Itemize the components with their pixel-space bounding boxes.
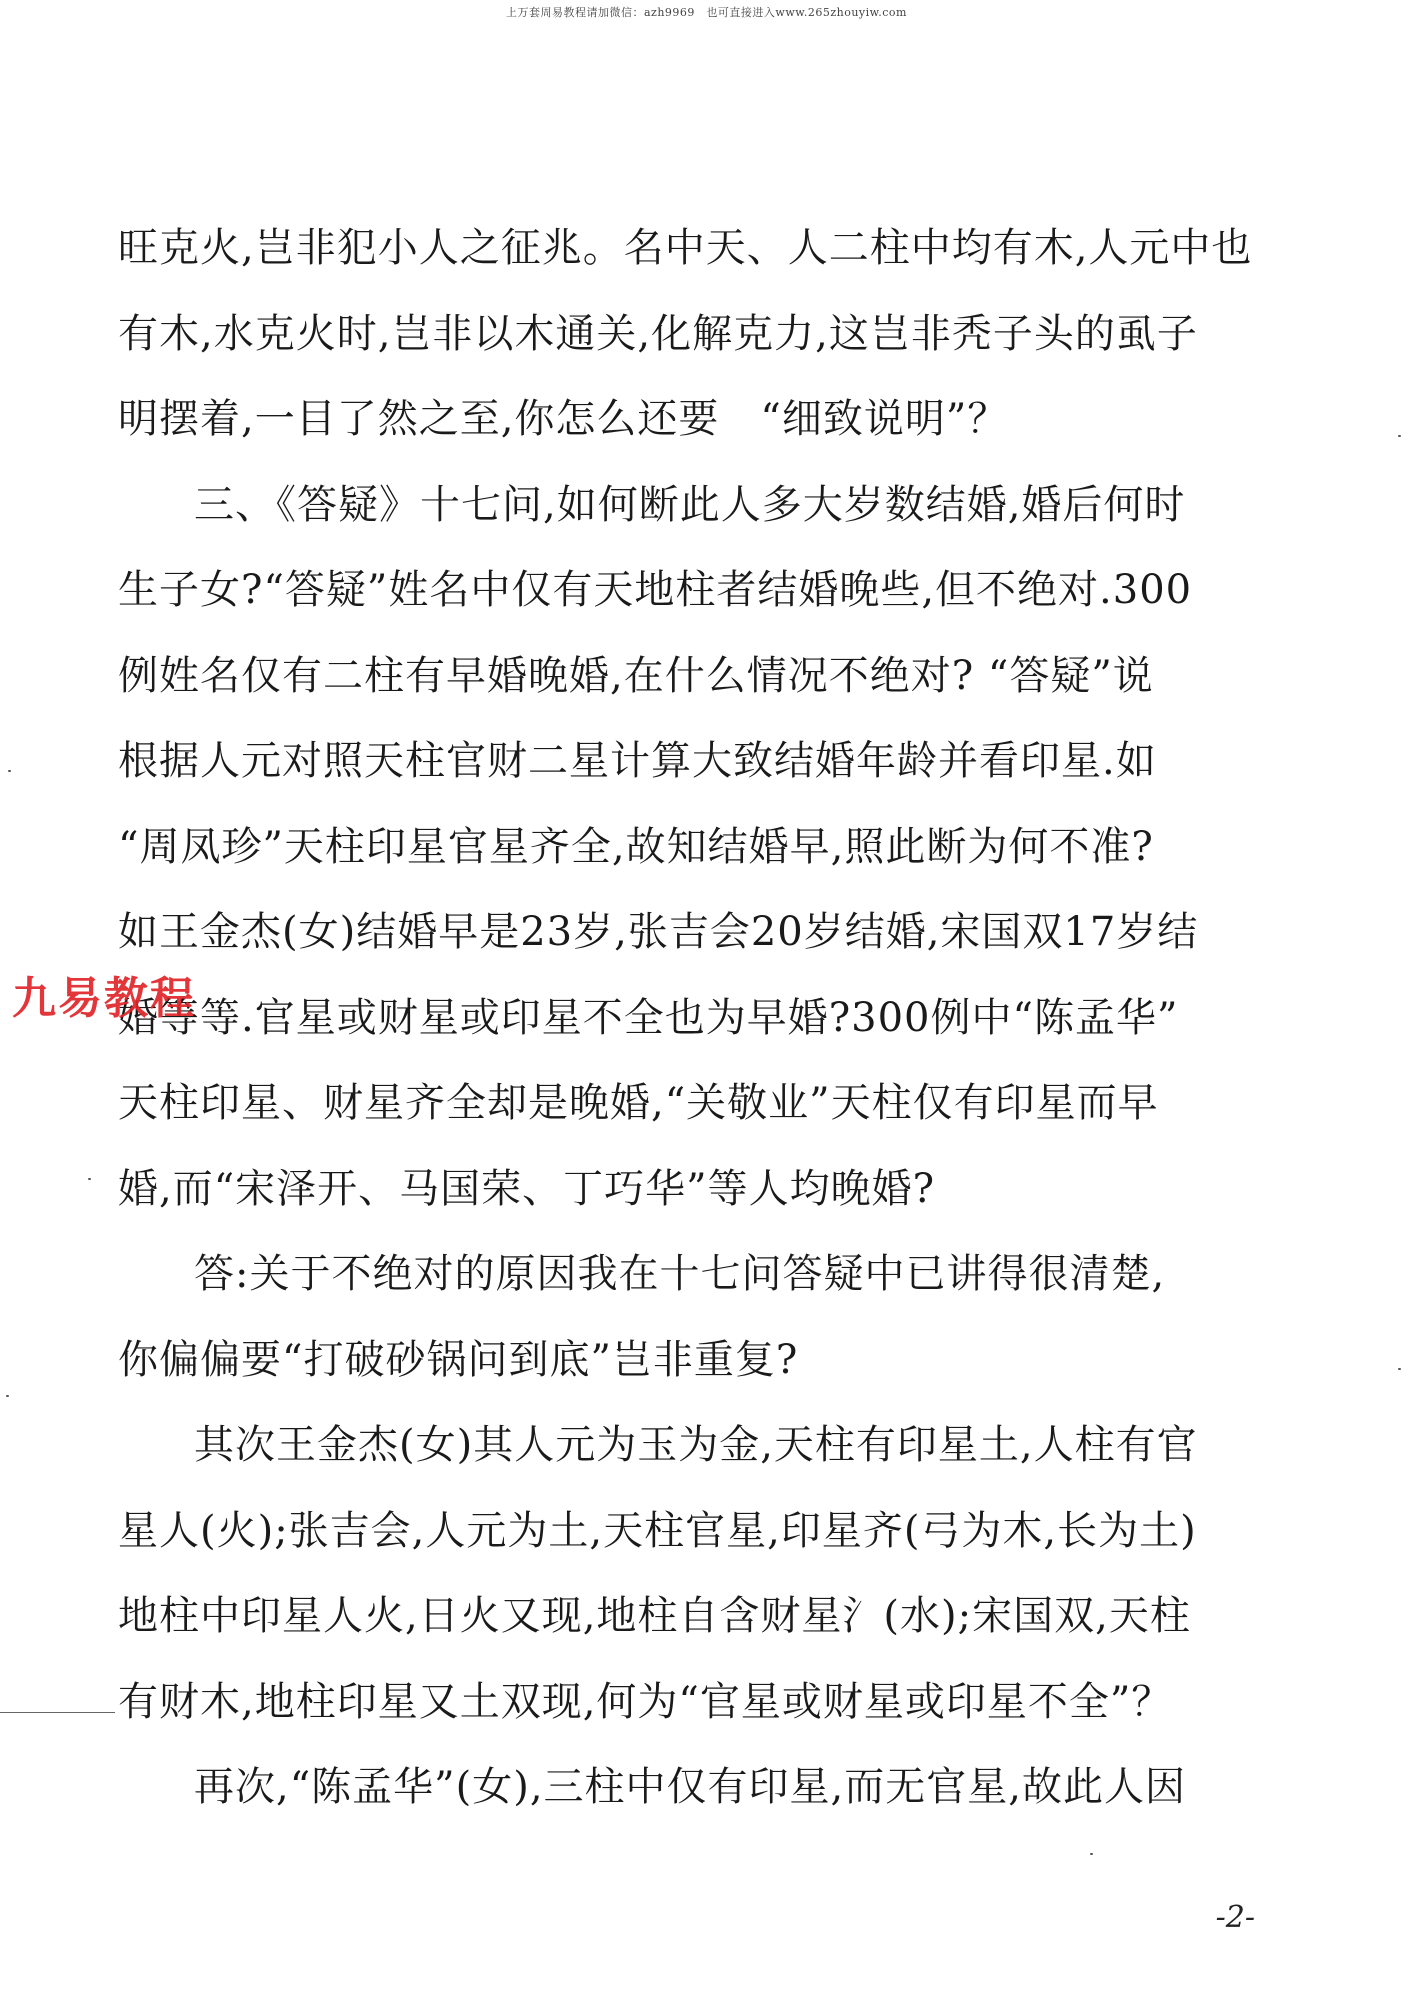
text-line: “周凤珍”天柱印星官星齐全,故知结婚早,照此断为何不准? — [118, 823, 1154, 870]
text-line: 明摆着,一目了然之至,你怎么还要 “细致说明”？ — [118, 396, 1009, 442]
text-line: 婚等等.官星或财星或印星不全也为早婚?300例中“陈孟华” — [118, 994, 1179, 1041]
page-header: 上万套周易教程请加微信：azh9969 也可直接进入www.265zhouyiw.com — [505, 6, 907, 19]
scan-speck — [1398, 1368, 1401, 1370]
scan-speck — [1090, 1853, 1093, 1855]
scan-edge-line — [0, 1712, 115, 1713]
body-text — [118, 206, 1253, 1831]
text-line: 有财木,地柱印星又土双现,何为“官星或财星或印星不全”？ — [118, 1678, 1173, 1725]
scan-speck — [88, 1178, 91, 1180]
scan-speck — [1398, 435, 1401, 437]
text-line: 三、《答疑》十七问,如何断此人多大岁数结婚,婚后何时 — [194, 481, 1186, 528]
text-line: 如王金杰(女)结婚早是23岁,张吉会20岁结婚,宋国双17岁结 — [118, 909, 1199, 955]
page-number: -2- — [1215, 1900, 1255, 1935]
text-line: 其次王金杰(女)其人元为玉为金,天柱有印星土,人柱有官 — [194, 1422, 1198, 1468]
text-line: 你偏偏要“打破砂锅问到底”岂非重复? — [118, 1336, 799, 1383]
text-line: 天柱印星、财星齐全却是晚婚,“关敬业”天柱仅有印星而早 — [118, 1080, 1159, 1126]
text-line: 有木,水克火时,岂非以木通关,化解克力,这岂非秃子头的虱子 — [118, 310, 1198, 357]
text-line: 根据人元对照天柱官财二星计算大致结婚年龄并看印星.如 — [118, 738, 1157, 784]
text-line: 旺克火,岂非犯小人之征兆。名中天、人二柱中均有木,人元中也 — [118, 225, 1253, 271]
text-line: 生子女?“答疑”姓名中仅有天地柱者结婚晚些,但不绝对.300 — [118, 567, 1193, 613]
text-line: 再次,“陈孟华”(女),三柱中仅有印星,而无官星,故此人因 — [194, 1764, 1186, 1810]
scan-speck — [6, 1395, 9, 1397]
text-line: 星人(火);张吉会,人元为土,天柱官星,印星齐(弓为木,长为土) — [118, 1507, 1197, 1554]
text-line: 地柱中印星人火,日火又现,地柱自含财星氵(水);宋国双,天柱 — [118, 1593, 1191, 1639]
text-line: 例姓名仅有二柱有早婚晚婚,在什么情况不绝对? “答疑”说 — [118, 652, 1154, 699]
watermark-logo: 九易教程 — [12, 973, 196, 1024]
text-line: 婚,而“宋泽开、马国荣、丁巧华”等人均晚婚? — [118, 1165, 936, 1212]
text-line: 答:关于不绝对的原因我在十七问答疑中已讲得很清楚, — [194, 1251, 1166, 1297]
scan-speck — [8, 770, 11, 772]
